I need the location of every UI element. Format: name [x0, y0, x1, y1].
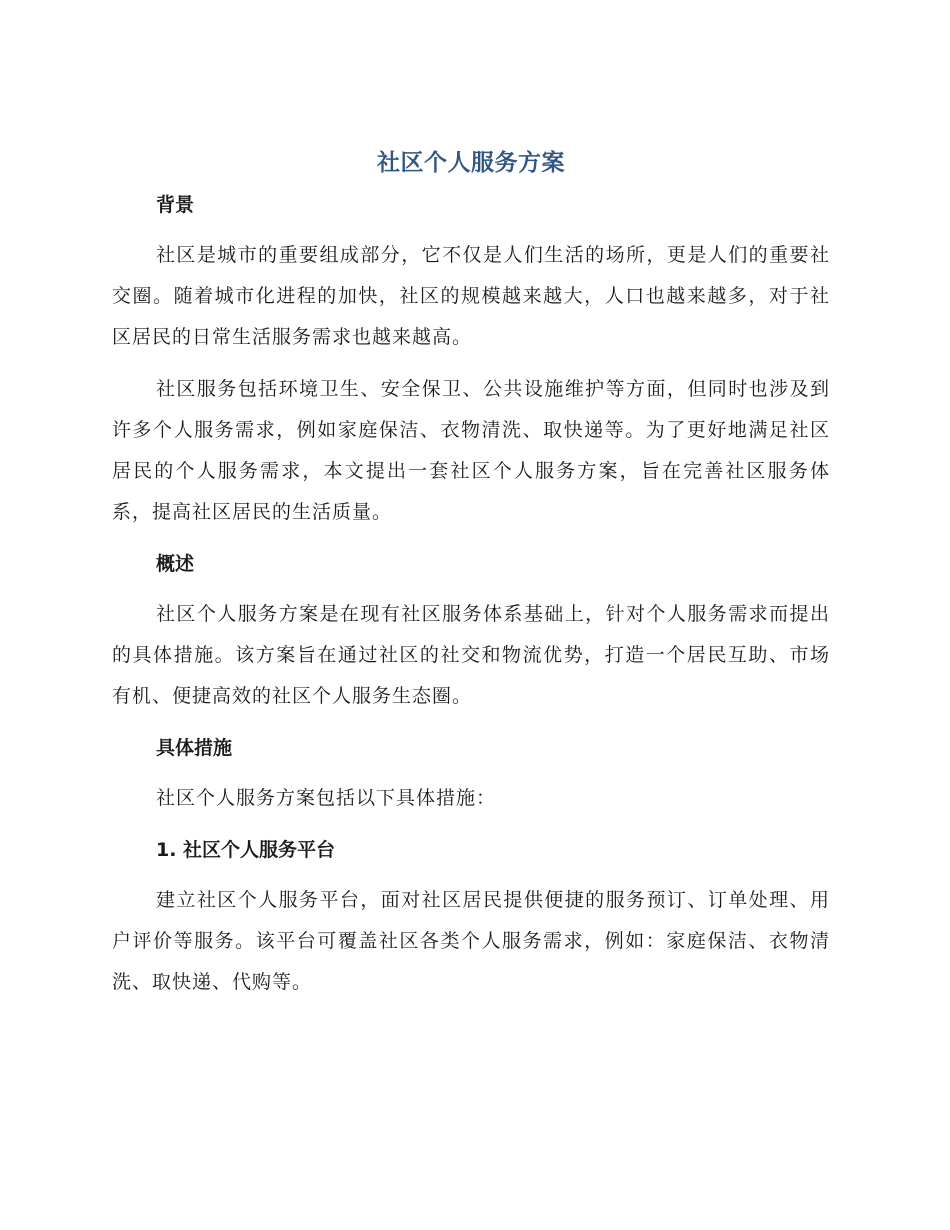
document-title: 社区个人服务方案 — [377, 150, 565, 176]
section-background — [112, 185, 830, 533]
paragraph: 社区服务包括环境卫生、安全保卫、公共设施维护等方面，但同时也涉及到许多个人服务需求，例如家庭保洁、衣物清洗、取快递等。为了更好地满足社区居民的个人服务需求，本文提出一套社区个人服务方案，旨在完善社区服务体系，提高社区居民的生活质量。 — [112, 378, 830, 523]
paragraph: 建立社区个人服务平台，面对社区居民提供便捷的服务预订、订单处理、用户评价等服务。该平台可覆盖社区各类个人服务需求，例如：家庭保洁、衣物清洗、取快递、代购等。 — [112, 889, 830, 993]
paragraph: 社区个人服务方案是在现有社区服务体系基础上，针对个人服务需求而提出的具体措施。该方案旨在通过社区的社交和物流优势，打造一个居民互助、市场有机、便捷高效的社区个人服务生态圈。 — [112, 603, 830, 707]
section-measures — [112, 728, 830, 819]
paragraph: 社区是城市的重要组成部分，它不仅是人们生活的场所，更是人们的重要社交圈。随着城市化进程的加快，社区的规模越来越大，人口也越来越多，对于社区居民的日常生活服务需求也越来越高。 — [112, 244, 830, 348]
section-overview — [112, 544, 830, 717]
section-heading: 概述 — [156, 553, 195, 575]
section-heading: 背景 — [156, 194, 195, 216]
document-body — [112, 143, 830, 1014]
paragraph: 社区个人服务方案包括以下具体措施： — [156, 787, 497, 809]
section-platform — [112, 830, 830, 1003]
section-heading: 具体措施 — [156, 737, 233, 759]
section-heading: 1. 社区个人服务平台 — [156, 839, 336, 861]
